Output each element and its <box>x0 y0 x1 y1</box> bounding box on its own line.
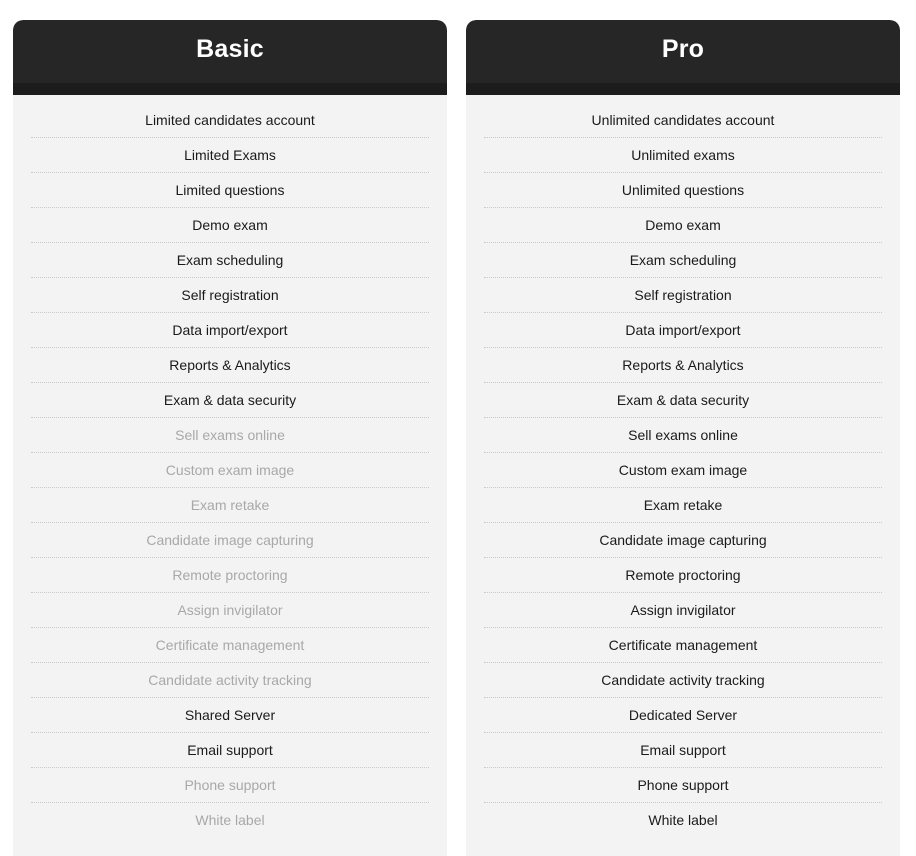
feature-item-included: Candidate image capturing <box>484 523 882 558</box>
plan-header-basic <box>13 20 447 83</box>
feature-item-included: Self registration <box>484 278 882 313</box>
feature-item-excluded: Candidate image capturing <box>31 523 429 558</box>
feature-item-excluded: Phone support <box>31 768 429 803</box>
feature-item-included: Email support <box>484 733 882 768</box>
feature-item-included: Shared Server <box>31 698 429 733</box>
feature-item-included: Reports & Analytics <box>484 348 882 383</box>
feature-item-excluded: Custom exam image <box>31 453 429 488</box>
feature-item-included: Unlimited exams <box>484 138 882 173</box>
feature-list-basic <box>31 103 429 837</box>
feature-item-included: Custom exam image <box>484 453 882 488</box>
feature-item-included: White label <box>648 812 718 828</box>
feature-item-excluded: Assign invigilator <box>31 593 429 628</box>
feature-item-included: Demo exam <box>31 208 429 243</box>
feature-item-included: Reports & Analytics <box>31 348 429 383</box>
feature-item-included: Self registration <box>31 278 429 313</box>
feature-item-included: Exam scheduling <box>484 243 882 278</box>
feature-item-included: Limited candidates account <box>31 103 429 138</box>
feature-item-included: Assign invigilator <box>484 593 882 628</box>
feature-item-included: Data import/export <box>31 313 429 348</box>
feature-item-included: Certificate management <box>484 628 882 663</box>
feature-item-included: Data import/export <box>484 313 882 348</box>
feature-list-pro <box>484 103 882 837</box>
plan-card-basic <box>13 20 447 856</box>
feature-item-included: Phone support <box>484 768 882 803</box>
feature-item-included: Exam retake <box>484 488 882 523</box>
feature-item-excluded: Certificate management <box>31 628 429 663</box>
feature-item-included: Unlimited candidates account <box>484 103 882 138</box>
feature-item-excluded: Remote proctoring <box>31 558 429 593</box>
feature-item-included: Demo exam <box>484 208 882 243</box>
feature-item-included: Candidate activity tracking <box>484 663 882 698</box>
feature-item-included: Limited questions <box>31 173 429 208</box>
feature-item-excluded: Candidate activity tracking <box>31 663 429 698</box>
feature-item-included: Email support <box>31 733 429 768</box>
feature-item-included: Exam scheduling <box>31 243 429 278</box>
feature-item-included: Dedicated Server <box>484 698 882 733</box>
feature-item-included: Sell exams online <box>484 418 882 453</box>
feature-item-excluded: White label <box>195 812 265 828</box>
feature-item-included: Remote proctoring <box>484 558 882 593</box>
plan-title-pro: Pro <box>661 35 705 63</box>
feature-item-excluded: Sell exams online <box>31 418 429 453</box>
plan-card-pro <box>466 20 900 856</box>
plan-title-basic: Basic <box>196 35 264 63</box>
feature-item-included: Unlimited questions <box>484 173 882 208</box>
feature-item-included: Exam & data security <box>31 383 429 418</box>
plan-header-pro <box>466 20 900 83</box>
feature-item-included: Limited Exams <box>31 138 429 173</box>
feature-item-excluded: Exam retake <box>31 488 429 523</box>
feature-item-included: Exam & data security <box>484 383 882 418</box>
